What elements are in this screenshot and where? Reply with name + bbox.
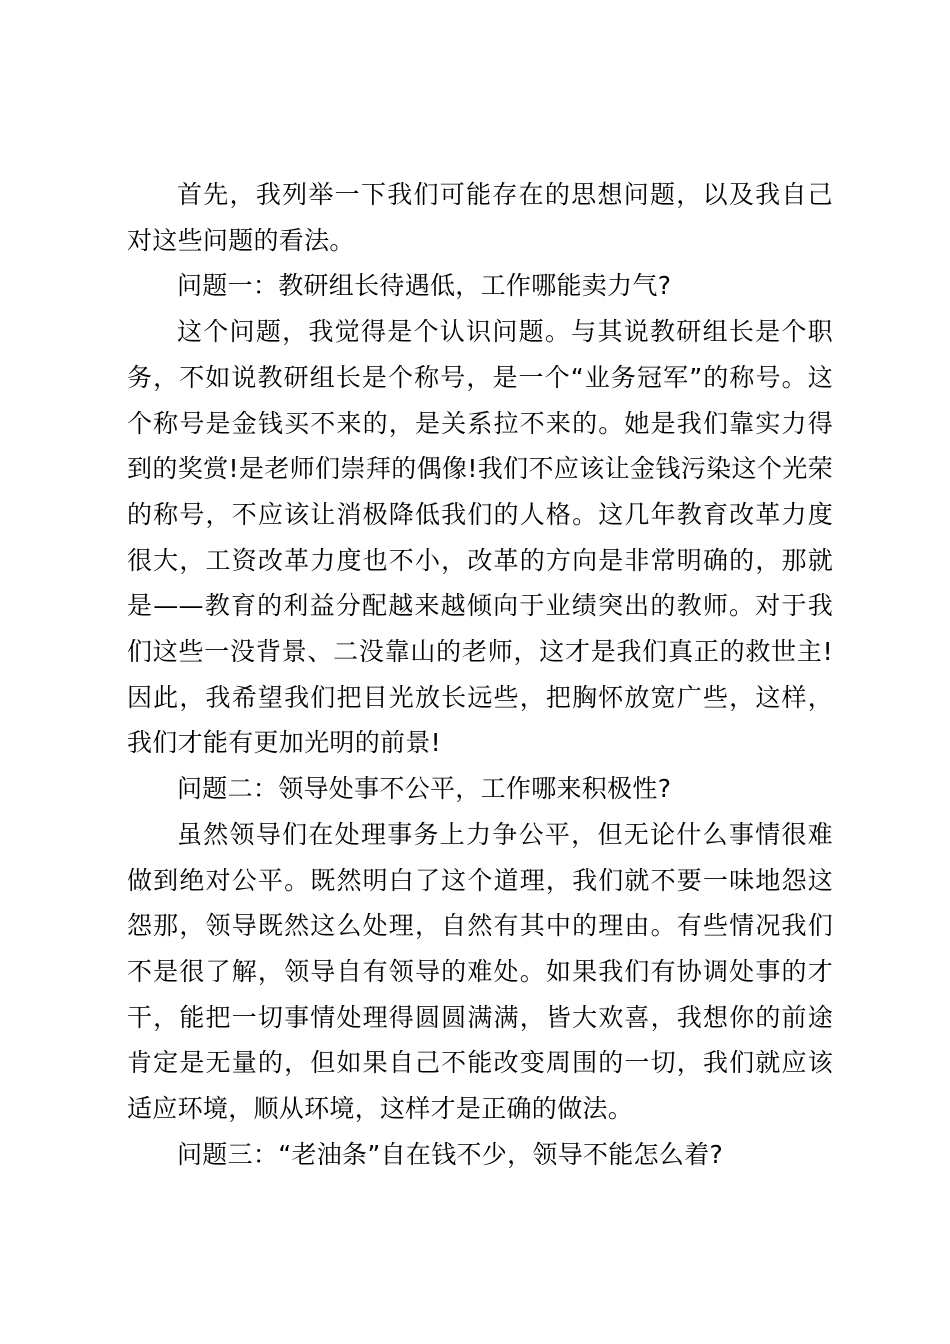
paragraph-answer-one: 这个问题，我觉得是个认识问题。与其说教研组长是个职务，不如说教研组长是个称号，是一个“业务冠军”的称号。这个称号是金钱买不来的，是关系拉不来的。她是我们靠实力得到的奖赏!是老师们崇拜的偶像!我们不应该让金钱污染这个光荣的称号，不应该让消极降低我们的人格。这几年教育改革力度很大，工资改革力度也不小，改革的方向是非常明确的，那就是——教育的利益分配越来越倾向于业绩突出的教师。对于我们这些一没背景、二没靠山的老师，这才是我们真正的救世主!因此，我希望我们把目光放长远些，把胸怀放宽广些，这样，我们才能有更加光明的前景! (127, 317, 833, 758)
paragraph-answer-two: 虽然领导们在处理事务上力争公平，但无论什么事情很难做到绝对公平。既然明白了这个道理，我们就不要一味地怨这怨那，领导既然这么处理，自然有其中的理由。有些情况我们不是很了解，领导自有领导的难处。如果我们有协调处事的才干，能把一切事情处理得圆圆满满，皆大欢喜，我想你的前途肯定是无量的，但如果自己不能改变周围的一切，我们就应该适应环境，顺从环境，这样才是正确的做法。 (127, 819, 833, 1124)
document-body (127, 172, 833, 1177)
paragraph-intro: 首先，我列举一下我们可能存在的思想问题，以及我自己对这些问题的看法。 (127, 180, 833, 255)
heading-question-one: 问题一：教研组长待遇低，工作哪能卖力气? (177, 271, 672, 301)
heading-question-three: 问题三：“老油条”自在钱不少，领导不能怎么着? (177, 1139, 724, 1169)
heading-question-two: 问题二：领导处事不公平，工作哪来积极性? (177, 774, 672, 804)
